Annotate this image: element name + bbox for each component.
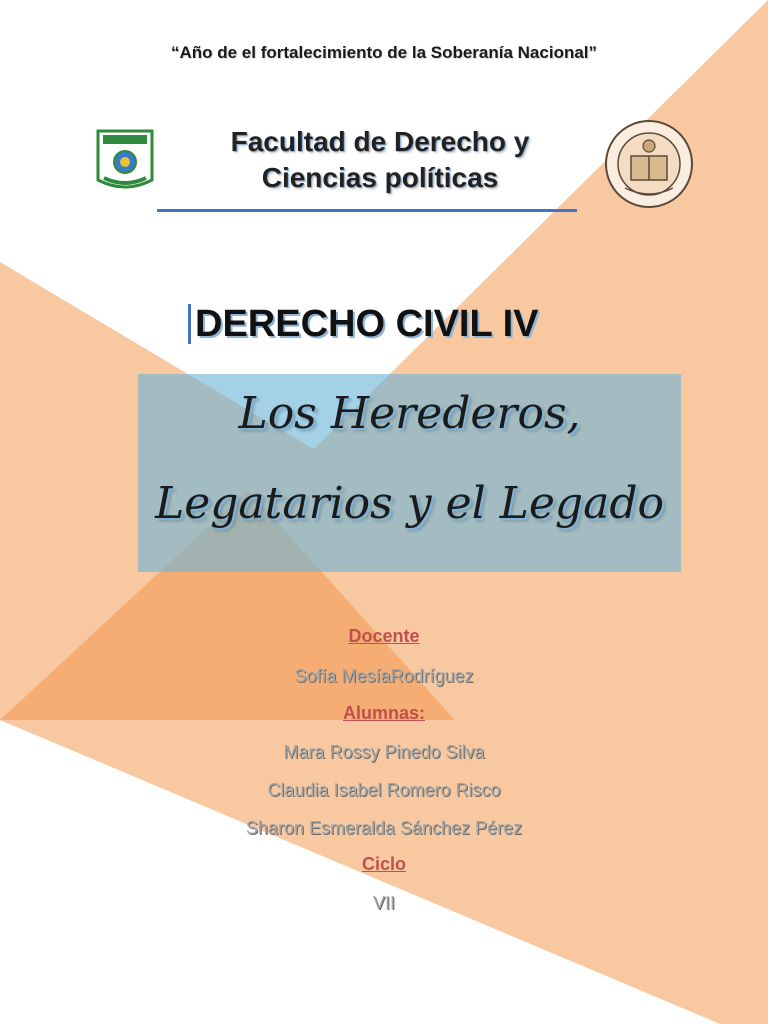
national-motto: “Año de el fortalecimiento de la Soberanía Nacional” xyxy=(170,43,598,62)
course-title: DERECHO CIVIL IV xyxy=(195,303,539,345)
teacher-heading: Docente xyxy=(348,626,420,646)
topic-title-line-2: Legatarios y el Legado xyxy=(155,478,664,529)
faculty-name-line-2: Ciencias políticas xyxy=(261,162,499,194)
faculty-underline xyxy=(157,209,577,212)
cycle-value: VII xyxy=(372,893,395,913)
university-seal-icon xyxy=(95,128,155,194)
student-name: Mara Rossy Pinedo Silva xyxy=(283,742,485,762)
faculty-seal-icon xyxy=(603,118,695,210)
course-title-marker xyxy=(188,304,191,344)
topic-title-line-1: Los Herederos, xyxy=(238,388,581,439)
student-name: Sharon Esmeralda Sánchez Pérez xyxy=(245,818,523,838)
faculty-name xyxy=(150,124,610,197)
teacher-name: Sofía MesíaRodríguez xyxy=(294,666,474,686)
student-name: Claudia Isabel Romero Risco xyxy=(267,780,501,800)
students-heading: Alumnas: xyxy=(342,703,425,723)
cycle-heading: Ciclo xyxy=(361,854,406,874)
faculty-name-line-1: Facultad de Derecho y xyxy=(230,126,530,157)
